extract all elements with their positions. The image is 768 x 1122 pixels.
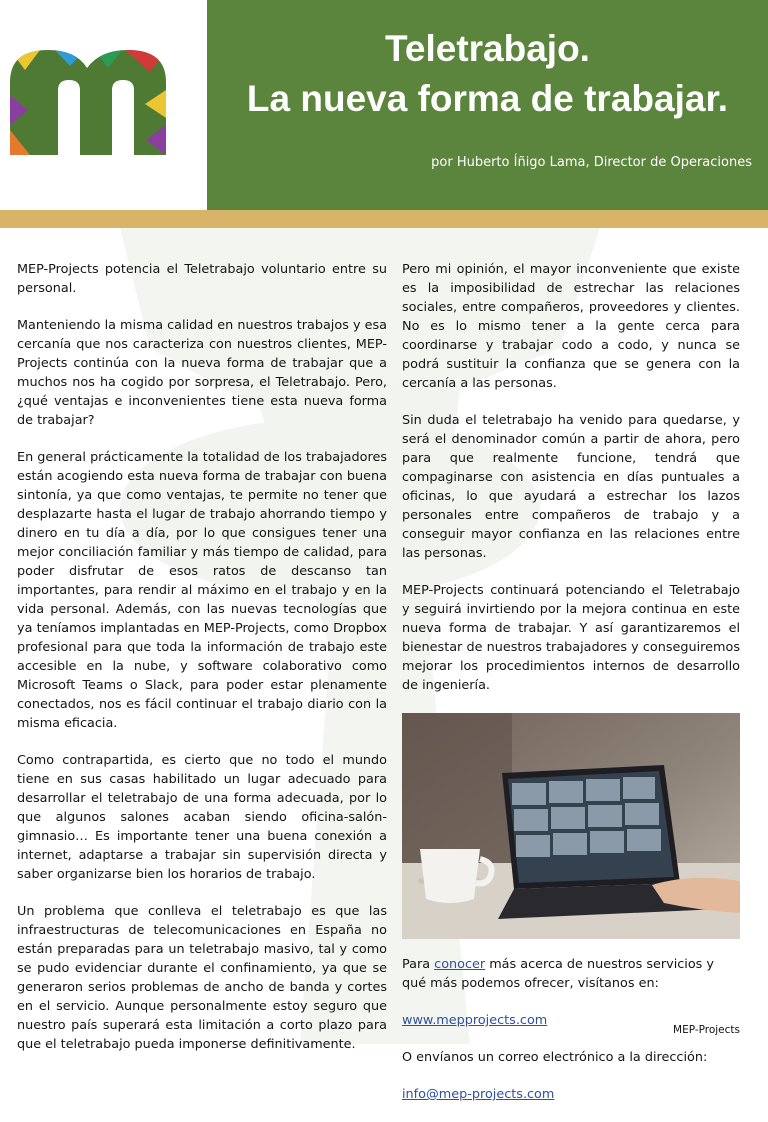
conocer-link[interactable]: conocer <box>434 957 486 972</box>
page-title-line1: Teletrabajo. <box>385 28 590 69</box>
footer-brand: MEP-Projects <box>673 1024 740 1036</box>
paragraph: Un problema que conlleva el teletrabajo es que las infraestructuras de telecomunicaciones en España no están preparadas para un teletrabajo masivo, tal y como se pudo evidenciar durante el confinamiento, ya que se generaron serios problemas de ancho de banda y cortes en el servicio. Aunque personalmente estoy seguro que nuestro país superará esta limitación a corto plazo para que el teletrabajo pueda imponerse definitivamente. <box>17 904 387 1052</box>
header <box>0 0 768 210</box>
gold-divider <box>0 210 768 228</box>
page-title-line2: La nueva forma de trabajar. <box>246 78 729 119</box>
right-column <box>402 260 740 1122</box>
paragraph: Como contrapartida, es cierto que no todo el mundo tiene en sus casas habilitado un lugar adecuado para desarrollar el teletrabajo de una forma adecuada, por lo que algunos salones acaban siendo oficina-salón-gimnasio… Es importante tener una buena conexión a internet, adaptarse a trabajar sin supervisión directa y saber organizarse bien los horarios de trabajo. <box>17 753 387 882</box>
author-byline: por Huberto Íñigo Lama, Director de Operaciones <box>431 155 752 170</box>
video-call-photo <box>402 713 740 939</box>
left-column <box>17 260 387 1072</box>
paragraph: Manteniendo la misma calidad en nuestros trabajos y esa cercanía que nos caracteriza con nuestros clientes, MEP-Projects continúa con la nueva forma de trabajar que a muchos nos ha cogido por sorpresa, el Teletrabajo. Pero, ¿qué ventajas e inconvenientes tiene esta nueva forma de trabajar? <box>17 318 387 428</box>
contact-text-after: más acerca de nuestros servicios y qué más podemos ofrecer, visítanos en: <box>402 957 714 991</box>
logo <box>0 0 207 210</box>
mep-logo-icon <box>0 0 207 210</box>
contact-text-before: Para <box>402 957 435 972</box>
contact-paragraph <box>402 955 740 993</box>
paragraph: MEP-Projects continuará potenciando el Teletrabajo y seguirá invirtiendo por la mejora continua en este nueva forma de trabajar. Y así garantizaremos el bienestar de nuestros trabajadores y conseguiremos mejorar los procedimientos internos de desarrollo de ingeniería. <box>402 583 740 693</box>
email-intro: O envíanos un correo electrónico a la dirección: <box>402 1050 708 1065</box>
paragraph: En general prácticamente la totalidad de los trabajadores están acogiendo esta nueva forma de trabajar con buena sintonía, ya que como ventajas, te permite no tener que desplazarte hasta el lugar de trabajo ahorrando tiempo y dinero en tu día a día, por lo que consigues tener una mejor conciliación familiar y más tiempo de calidad, para poder disfrutar de esos ratos de descanso tan importantes, para rendir al máximo en el trabajo y en la vida personal. Además, con las nuevas tecnologías que ya teníamos implantadas en MEP-Projects, como Dropbox profesional para que toda la información de trabajo este accesible en la nube, y software colaborativo como Microsoft Teams o Slack, para poder estar plenamente conectados, nos es fácil continuar el trabajo diario con la misma eficacia. <box>17 450 387 731</box>
email-link[interactable]: info@mep-projects.com <box>402 1087 555 1102</box>
paragraph: MEP-Projects potencia el Teletrabajo voluntario entre su personal. <box>17 262 387 296</box>
paragraph: Pero mi opinión, el mayor inconveniente que existe es la imposibilidad de estrechar las relaciones sociales, entre compañeros, proveedores y clientes. No es lo mismo tener a la gente cerca para coordinarse y trabajar codo a codo, y nunca se podrá sustituir la confianza que se genera con la cercanía a las personas. <box>402 262 740 391</box>
website-link[interactable]: www.mepprojects.com <box>402 1013 548 1028</box>
paragraph: Sin duda el teletrabajo ha venido para quedarse, y será el denominador común a partir de ahora, pero para que realmente funcione, tendrá que compaginarse con asistencia en días puntuales a oficinas, lo que ayudará a estrechar los lazos personales entre compañeros de trabajo y a conseguir mayor confianza en las relaciones entre las personas. <box>402 413 740 561</box>
